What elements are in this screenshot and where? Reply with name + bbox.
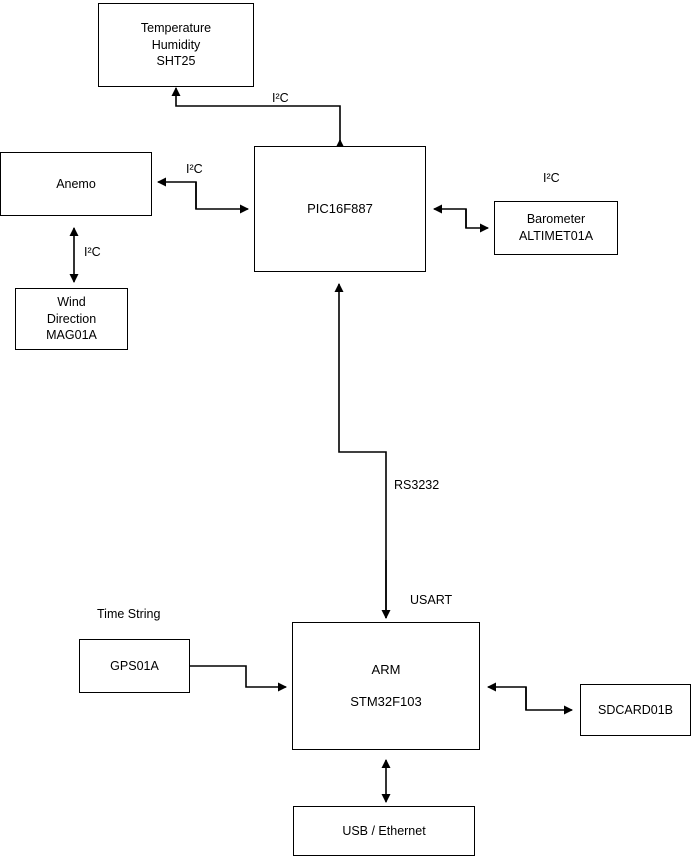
edge-label-time-string: Time String: [97, 607, 161, 621]
connector-pic-to-barometer: [434, 209, 488, 228]
node-arm-stm32f103[interactable]: [292, 622, 480, 750]
node-arm-line-1: ARM: [371, 662, 401, 678]
node-wind-direction-line-1: Wind: [57, 294, 86, 309]
node-barometer-line-2: ALTIMET01A: [518, 229, 594, 243]
node-pic16f887[interactable]: [254, 146, 426, 272]
node-pic16f887-label: PIC16F887: [307, 201, 373, 217]
node-barometer[interactable]: [494, 201, 618, 255]
node-gps01a[interactable]: [79, 639, 190, 693]
connector-arm-to-sdcard: [488, 687, 572, 710]
connector-gps-to-arm: [190, 666, 286, 687]
node-usb-ethernet[interactable]: [293, 806, 475, 856]
node-wind-direction[interactable]: [15, 288, 128, 350]
connector-pic-to-sht25: [176, 88, 340, 146]
node-arm-line-2: STM32F103: [350, 694, 422, 709]
node-wind-direction-line-2: Direction: [46, 311, 97, 326]
node-wind-direction-line-3: MAG01A: [46, 328, 97, 343]
edge-label-i2c-anemo: I²C: [186, 162, 203, 176]
edge-label-i2c-barometer: I²C: [543, 171, 560, 185]
edge-label-i2c-sht25: I²C: [272, 91, 289, 105]
edge-label-i2c-wind: I²C: [84, 245, 101, 259]
connector-anemo-to-pic: [158, 182, 248, 209]
node-gps01a-label: GPS01A: [110, 658, 159, 673]
node-usb-ethernet-label: USB / Ethernet: [342, 823, 426, 838]
node-barometer-line-1: Barometer: [526, 212, 586, 227]
node-sdcard01b[interactable]: [580, 684, 691, 736]
node-sdcard01b-label: SDCARD01B: [597, 702, 674, 717]
node-anemo[interactable]: [0, 152, 152, 216]
node-anemo-label: Anemo: [56, 176, 96, 191]
connector-arm-to-pic: [339, 284, 386, 618]
node-sht25-line-3: SHT25: [156, 54, 196, 69]
edge-label-rs3232: RS3232: [394, 478, 440, 492]
node-sht25-line-1: Temperature: [140, 20, 212, 35]
node-sht25-line-2: Humidity: [151, 37, 201, 52]
edge-label-usart: USART: [410, 593, 453, 607]
node-sht25[interactable]: [98, 3, 254, 87]
